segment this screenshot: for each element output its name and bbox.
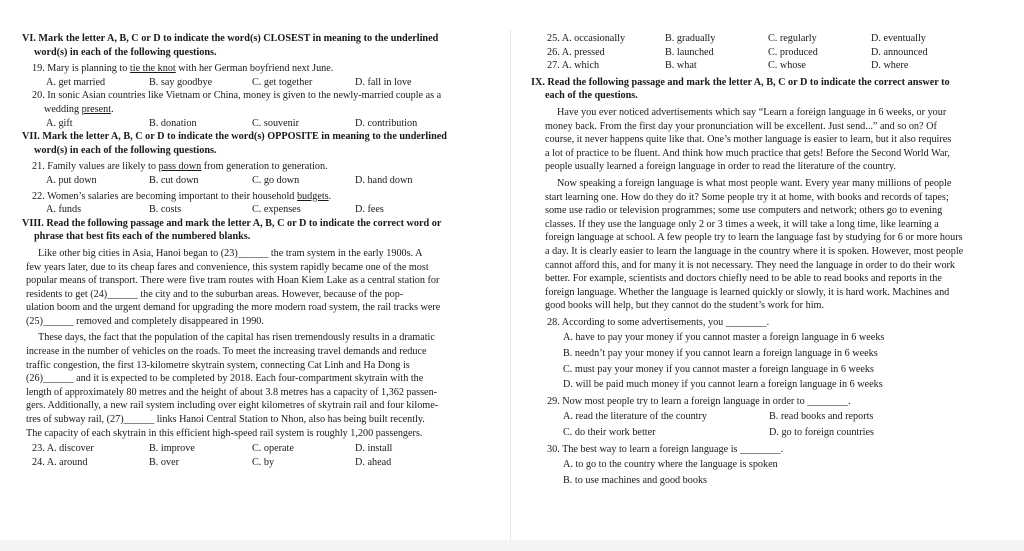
question-20: 20. In sonic Asian countries like Vietnam or China, money is given to the newly-married couple as a	[32, 90, 442, 102]
option: D. will be paid much money if you cannot learn a foreign language in 6 weeks	[563, 379, 883, 391]
option: B. donation	[149, 117, 197, 129]
option: D. ahead	[355, 456, 392, 468]
column-divider	[510, 30, 511, 540]
option: B. cut down	[149, 174, 199, 186]
option: A. put down	[46, 174, 97, 186]
option: D. contribution	[355, 117, 418, 129]
question-21-options	[46, 174, 494, 188]
passage-paragraph-1: Have you ever noticed advertisements which say “Learn a foreign language in 6 weeks, or your money back. From the first day your pronunciation will be excellent. Just send...” and so on? Of course, it never happens quite like that. One’s mother language is easier to learn, but it also requires a lot of practice to be fluent. And think how much practice that gets! Before the Second World War, people usually learned a foreign language in order to read the literature of the country.	[545, 106, 952, 173]
option: B. launched	[665, 46, 714, 58]
option: B. read books and reports	[769, 411, 874, 423]
underlined-phrase: tie the knot	[129, 63, 176, 75]
option: D. go to foreign countries	[769, 427, 874, 439]
passage-paragraph-2: Now speaking a foreign language is what most people want. Every year many millions of people start learning one. How do they do it? Some people try it at home, with books and records of tapes; some use radio or television programmes; some use computers and network; others go to evening classes. If they use the language only 2 or 3 times a week, it will take a long time, like learning a foreign language at school. A few people try to learn the language fast by studying for 6 or more hours a day. It is clearly easier to learn the language in the country where it is spoken. However, most people cannot afford this, and for many it is not necessary. They need the language in order to do their work better. For example, scientists and doctors chiefly need to be able to read books and reports in the foreign language. Whether the language is learned quickly or slowly, it is hard work. Machines and good books will help, but they cannot do the student’s work for him.	[545, 177, 964, 312]
option: D. fall in love	[355, 76, 412, 88]
option: A. get married	[46, 76, 106, 88]
option: B. over	[149, 456, 179, 468]
option: C. regularly	[768, 33, 817, 44]
question-29-options-row1	[563, 410, 1011, 424]
option: A. to go to the country where the language is spoken	[563, 459, 778, 471]
question-21: 21. Family values are likely to pass down from generation to generation.	[32, 161, 328, 173]
option: C. whose	[768, 60, 806, 72]
option: B. improve	[149, 443, 195, 455]
option: 27. A. which	[547, 60, 600, 72]
option: D. hand down	[355, 174, 413, 186]
option: B. gradually	[665, 33, 716, 44]
right-column	[531, 32, 1011, 487]
question-22-options	[46, 203, 494, 217]
option: C. produced	[768, 46, 818, 58]
option: D. install	[355, 443, 393, 455]
question-22: 22. Women’s salaries are becoming important to their household budgets.	[32, 190, 332, 202]
passage-paragraph-1: Like other big cities in Asia, Hanoi began to (23)______ the tram system in the early 1900s. A few years later, due to its cheap fares and convenience, this system rapidly became one of the most popular means of transport. There were five tram routes with Hoan Kiem Lake as a central station for residents to get (24)______ the city and to the suburban areas. However, because of the pop- ulation boom and the urgent demand for upgrading the more modern road system, the rail tracks were (25)______ removed and completely disappeared in 1990.	[26, 247, 441, 327]
underlined-phrase: present	[81, 103, 112, 115]
question-19-options	[46, 76, 494, 90]
option: B. say goodbye	[149, 76, 213, 88]
option: D. eventually	[871, 33, 926, 44]
question-19: 19. Mary is planning to tie the knot with her German boyfriend next June.	[32, 63, 334, 75]
section-viii-title: VIII. Read the following passage and mark the letter A, B, C or D to indicate the correct word or phrase that best fits each of the numbered blanks.	[22, 217, 442, 243]
option: A. have to pay your money if you cannot master a foreign language in 6 weeks	[563, 332, 885, 344]
option: D. fees	[355, 204, 384, 216]
question-29: 29. Now most people try to learn a foreign language in order to ________.	[547, 395, 851, 407]
left-column	[22, 32, 494, 469]
option: B. needn’t pay your money if you cannot learn a foreign language in 6 weeks	[563, 348, 878, 360]
option: A. funds	[46, 204, 82, 216]
option: B. costs	[149, 204, 182, 216]
underlined-phrase: pass down	[158, 161, 202, 173]
option: D. where	[871, 60, 909, 72]
question-29-options-row2	[563, 426, 1011, 440]
option: C. must pay your money if you cannot master a foreign language in 6 weeks	[563, 363, 874, 375]
question-27-options	[547, 59, 1011, 73]
page-bottom-edge	[0, 540, 1024, 551]
option: 25. A. occasionally	[547, 33, 626, 44]
question-20-options	[46, 117, 494, 131]
option: D. announced	[871, 46, 928, 58]
question-25-options	[547, 32, 1011, 46]
question-23-options	[32, 442, 494, 456]
option: B. to use machines and good books	[563, 474, 708, 486]
question-30: 30. The best way to learn a foreign language is ________.	[547, 443, 784, 455]
section-vii-title: VII. Mark the letter A, B, C or D to indicate the word(s) OPPOSITE in meaning to the underlined word(s) in each of the following questions.	[22, 131, 447, 156]
option: B. what	[665, 60, 697, 72]
option: C. operate	[252, 443, 294, 455]
underlined-phrase: budgets	[296, 190, 329, 202]
question-24-options	[32, 456, 494, 470]
option: C. expenses	[252, 204, 301, 216]
option: 24. A. around	[32, 456, 88, 468]
option: 23. A. discover	[32, 443, 94, 455]
question-20-line2: wedding present.	[44, 103, 114, 115]
question-26-options	[547, 46, 1011, 60]
question-28: 28. According to some advertisements, you ________.	[547, 316, 770, 328]
option: C. by	[252, 456, 275, 468]
option: C. go down	[252, 174, 300, 186]
section-vi-title: VI. Mark the letter A, B, C or D to indicate the word(s) CLOSEST in meaning to the underlined word(s) in each of the following questions.	[22, 33, 439, 58]
option: 26. A. pressed	[547, 46, 605, 58]
option: C. do their work better	[563, 427, 656, 439]
option: C. souvenir	[252, 117, 299, 129]
section-ix-title: IX. Read the following passage and mark the letter A, B, C or D to indicate the correct answer to each of the questions.	[531, 76, 950, 102]
passage-paragraph-2: These days, the fact that the population of the capital has risen tremendously results in a dramatic increase in the number of vehicles on the roads. To meet the increasing travel demands and reduce traffic congestion, the first 13-kilometre skytrain system, connecting Cat Linh and Ha Dong is (26)______ and it is expected to be completed by 2018. Each four-compartment skytrain with the length of approximately 80 metres and the height of about 3.8 metres has a capacity of 1,362 passen- gers. Additionally, a new rail system including over eight kilometres of skytrain rail and four kilome- tres of subway rail, (27)______ links Hanoi Central Station to Nhon, also has being built recently. The capacity of each skytrain in this efficient high-speed rail system is roughly 1,200 passengers.	[26, 332, 439, 439]
option: A. read the literature of the country	[563, 411, 707, 423]
option: A. gift	[46, 117, 73, 129]
option: C. get together	[252, 76, 313, 88]
